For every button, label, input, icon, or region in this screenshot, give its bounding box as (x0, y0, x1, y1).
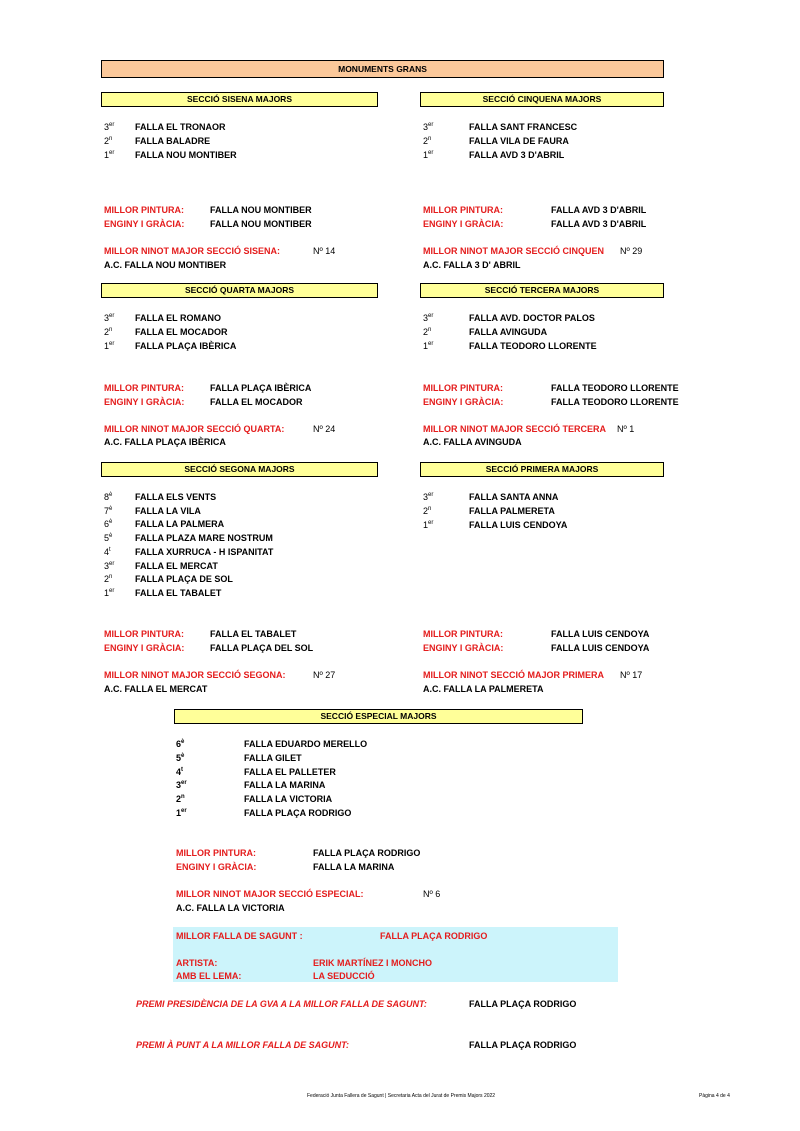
enginy-label: ENGINY I GRÀCIA: (423, 643, 504, 653)
falla-name: FALLA EL TABALET (135, 587, 222, 598)
ninot-ac: A.C. FALLA PLAÇA IBÈRICA (104, 437, 226, 447)
rank-suffix: er (109, 560, 115, 567)
rank-suffix: er (428, 341, 434, 347)
falla-name: FALLA SANTA ANNA (469, 492, 559, 502)
ninot-number: Nº 24 (313, 424, 336, 434)
rank-number: 1 (423, 150, 429, 160)
rank-position (104, 150, 114, 160)
rank-number: 1 (176, 808, 182, 818)
rank-suffix: n (428, 327, 432, 333)
rank-suffix: è (181, 752, 185, 759)
rank-suffix: è (181, 739, 185, 745)
enginy-value: FALLA LA MARINA (313, 862, 395, 872)
pintura-value: FALLA NOU MONTIBER (210, 205, 312, 215)
falla-name: FALLA PLAÇA DE SOL (135, 574, 233, 585)
enginy-value: FALLA PLAÇA DEL SOL (210, 643, 314, 653)
enginy-label: ENGINY I GRÀCIA: (104, 219, 185, 229)
rank-suffix: er (181, 780, 187, 787)
premi-apunt-label: PREMI À PUNT A LA MILLOR FALLA DE SAGUNT: (136, 1040, 349, 1050)
falla-name: FALLA EDUARDO MERELLO (244, 739, 368, 749)
pintura-value: FALLA LUIS CENDOYA (551, 629, 650, 639)
rank-number: 3 (423, 122, 429, 132)
rank-number: 5 (104, 533, 110, 544)
enginy-value: FALLA AVD 3 D'ABRIL (551, 219, 647, 229)
enginy-label: ENGINY I GRÀCIA: (104, 643, 185, 653)
rank-number: 6 (104, 519, 110, 530)
premi-gva-label: PREMI PRESIDÈNCIA DE LA GVA A LA MILLOR FALLA DE SAGUNT: (136, 999, 427, 1009)
rank-number: 1 (423, 520, 429, 530)
enginy-value: FALLA TEODORO LLORENTE (551, 397, 679, 407)
rank-position (104, 122, 114, 132)
pintura-label: MILLOR PINTURA: (176, 848, 256, 858)
rank-suffix: è (109, 505, 113, 512)
rank-suffix: er (109, 587, 115, 594)
falla-name: FALLA EL MERCAT (135, 560, 218, 571)
section-header-cinquena: SECCIÓ CINQUENA MAJORS (420, 92, 664, 107)
rank-position (176, 780, 187, 790)
premi-apunt-value: FALLA PLAÇA RODRIGO (469, 1040, 577, 1050)
rank-suffix: er (428, 150, 434, 156)
page-number: Pàgina 4 de 4 (699, 1093, 730, 1099)
rank-position (176, 767, 183, 777)
section-header-especial: SECCIÓ ESPECIAL MAJORS (174, 709, 583, 724)
ninot-ac: A.C. FALLA LA VICTORIA (176, 903, 285, 913)
rank-number: 3 (176, 780, 182, 791)
enginy-value: FALLA EL MOCADOR (210, 397, 303, 407)
ninot-label: MILLOR NINOT MAJOR SECCIÓ TERCERA (423, 424, 607, 434)
ninot-number: Nº 27 (313, 670, 336, 680)
rank-number: 4 (176, 766, 182, 777)
falla-name: FALLA AVINGUDA (469, 327, 548, 337)
rank-position (176, 808, 187, 818)
ninot-label: MILLOR NINOT MAJOR SECCIÓ SISENA: (104, 246, 281, 256)
falla-name: FALLA EL PALLETER (244, 766, 336, 777)
rank-number: 1 (104, 150, 110, 160)
rank-position (423, 122, 433, 132)
falla-name: FALLA BALADRE (135, 136, 211, 146)
rank-number: 2 (423, 327, 429, 337)
rank-number: 3 (423, 492, 429, 502)
section-header-quarta: SECCIÓ QUARTA MAJORS (101, 283, 378, 298)
rank-number: 4 (104, 546, 110, 557)
rank-position (176, 753, 184, 763)
rank-position (176, 739, 184, 749)
rank-suffix: er (181, 808, 187, 814)
rank-suffix: er (109, 313, 115, 319)
rank-suffix: er (109, 150, 115, 156)
enginy-label: ENGINY I GRÀCIA: (176, 862, 257, 872)
pintura-label: MILLOR PINTURA: (104, 383, 184, 393)
rank-position (104, 561, 114, 571)
rank-position (423, 520, 433, 530)
pintura-label: MILLOR PINTURA: (423, 205, 503, 215)
premi-gva-value: FALLA PLAÇA RODRIGO (469, 999, 577, 1009)
rank-number: 2 (104, 574, 110, 585)
falla-name: FALLA LA PALMERA (135, 519, 225, 530)
rank-suffix: è (109, 519, 113, 526)
falla-name: FALLA EL ROMANO (135, 313, 221, 323)
rank-suffix: er (109, 341, 115, 347)
falla-name: FALLA VILA DE FAURA (469, 136, 569, 146)
pintura-value: FALLA AVD 3 D'ABRIL (551, 205, 647, 215)
rank-suffix: n (428, 136, 432, 142)
rank-position (104, 588, 114, 598)
section-header-sisena: SECCIÓ SISENA MAJORS (101, 92, 378, 107)
lema-value: LA SEDUCCIÓ (313, 971, 375, 981)
pintura-value: FALLA PLAÇA RODRIGO (313, 848, 421, 858)
artista-label: ARTISTA: (176, 958, 218, 968)
rank-number: 3 (423, 313, 429, 323)
rank-number: 1 (104, 587, 110, 598)
falla-name: FALLA LUIS CENDOYA (469, 520, 568, 530)
rank-position (423, 136, 431, 146)
rank-number: 2 (176, 794, 182, 805)
rank-position (104, 341, 114, 351)
falla-name: FALLA NOU MONTIBER (135, 150, 237, 160)
falla-name: FALLA LA VILA (135, 505, 201, 516)
rank-suffix: t (181, 766, 184, 773)
lema-label: AMB EL LEMA: (176, 971, 242, 981)
falla-name: FALLA XURRUCA - H ISPANITAT (135, 546, 274, 557)
ninot-number: Nº 14 (313, 246, 336, 256)
falla-name: FALLA GILET (244, 752, 302, 763)
falla-name: FALLA PLAÇA IBÈRICA (135, 341, 237, 351)
rank-position (423, 327, 431, 337)
falla-name: FALLA ELS VENTS (135, 492, 217, 502)
rank-position (423, 506, 431, 516)
rank-number: 6 (176, 739, 182, 749)
enginy-value: FALLA NOU MONTIBER (210, 219, 312, 229)
ninot-ac: A.C. FALLA LA PALMERETA (423, 684, 544, 694)
falla-name: FALLA PLAÇA RODRIGO (244, 808, 352, 818)
rank-position (104, 547, 111, 557)
falla-name: FALLA AVD. DOCTOR PALOS (469, 313, 595, 323)
pintura-label: MILLOR PINTURA: (104, 205, 184, 215)
enginy-value: FALLA LUIS CENDOYA (551, 643, 650, 653)
rank-position (423, 492, 433, 502)
rank-suffix: n (109, 136, 113, 142)
rank-suffix: n (181, 794, 185, 801)
rank-suffix: er (428, 313, 434, 319)
rank-position (104, 136, 112, 146)
falla-name: FALLA LA VICTORIA (244, 794, 333, 805)
rank-suffix: er (109, 122, 115, 128)
section-header-primera: SECCIÓ PRIMERA MAJORS (420, 462, 664, 477)
ninot-label: MILLOR NINOT MAJOR SECCIÓ QUARTA: (104, 424, 285, 434)
rank-position (104, 574, 112, 584)
ninot-number: Nº 29 (620, 246, 643, 256)
rank-number: 2 (104, 327, 110, 337)
falla-name: FALLA SANT FRANCESC (469, 122, 578, 132)
rank-number: 8 (104, 492, 110, 502)
section-header-tercera: SECCIÓ TERCERA MAJORS (420, 283, 664, 298)
falla-name: FALLA PLAZA MARE NOSTRUM (135, 533, 273, 544)
falla-name: FALLA TEODORO LLORENTE (469, 341, 597, 351)
falla-name: FALLA EL TRONAOR (135, 122, 226, 132)
rank-suffix: n (109, 574, 113, 581)
rank-number: 3 (104, 560, 110, 571)
ninot-ac: A.C. FALLA EL MERCAT (104, 684, 208, 694)
rank-number: 3 (104, 122, 110, 132)
rank-number: 2 (104, 136, 110, 146)
ninot-ac: A.C. FALLA 3 D' ABRIL (423, 260, 521, 270)
artista-value: ERIK MARTÍNEZ I MONCHO (313, 958, 432, 968)
ninot-number: Nº 6 (423, 889, 441, 899)
rank-position (423, 150, 433, 160)
ninot-label: MILLOR NINOT SECCIÓ MAJOR PRIMERA (423, 670, 605, 680)
ninot-number: Nº 17 (620, 670, 643, 680)
rank-suffix: er (428, 492, 434, 498)
millor-falla-label: MILLOR FALLA DE SAGUNT : (176, 931, 303, 941)
pintura-value: FALLA PLAÇA IBÈRICA (210, 383, 312, 393)
rank-number: 1 (423, 341, 429, 351)
falla-name: FALLA PALMERETA (469, 506, 555, 516)
rank-number: 5 (176, 752, 182, 763)
rank-position (423, 341, 433, 351)
pintura-label: MILLOR PINTURA: (423, 629, 503, 639)
rank-position (176, 794, 185, 804)
page-title: MONUMENTS GRANS (101, 60, 664, 78)
ninot-ac: A.C. FALLA NOU MONTIBER (104, 260, 227, 270)
rank-number: 3 (104, 313, 110, 323)
millor-falla-value: FALLA PLAÇA RODRIGO (380, 931, 488, 941)
rank-suffix: è (109, 492, 113, 498)
rank-position (104, 492, 112, 502)
rank-suffix: er (428, 122, 434, 128)
rank-number: 2 (423, 136, 429, 146)
rank-position (104, 327, 112, 337)
ninot-number: Nº 1 (617, 424, 635, 434)
ninot-ac: A.C. FALLA AVINGUDA (423, 437, 522, 447)
rank-number: 1 (104, 341, 110, 351)
rank-position (423, 313, 433, 323)
pintura-label: MILLOR PINTURA: (423, 383, 503, 393)
rank-suffix: n (428, 506, 432, 512)
rank-suffix: n (109, 327, 113, 333)
ninot-label: MILLOR NINOT MAJOR SECCIÓ ESPECIAL: (176, 889, 364, 899)
enginy-label: ENGINY I GRÀCIA: (423, 397, 504, 407)
rank-suffix: er (428, 520, 434, 526)
rank-position (104, 313, 114, 323)
rank-suffix: è (109, 533, 113, 540)
rank-position (104, 519, 112, 529)
pintura-value: FALLA TEODORO LLORENTE (551, 383, 679, 393)
ninot-label: MILLOR NINOT MAJOR SECCIÓ CINQUEN (423, 246, 605, 256)
section-header-segona: SECCIÓ SEGONA MAJORS (101, 462, 378, 477)
enginy-label: ENGINY I GRÀCIA: (423, 219, 504, 229)
falla-name: FALLA LA MARINA (244, 780, 326, 791)
pintura-value: FALLA EL TABALET (210, 629, 297, 639)
falla-name: FALLA EL MOCADOR (135, 327, 228, 337)
rank-position (104, 533, 112, 543)
falla-name: FALLA AVD 3 D'ABRIL (469, 150, 565, 160)
footer-text: Federació Junta Fallera de Sagunt | Secretaria Acta del Jurat de Premis Majors 2022 (307, 1093, 496, 1099)
rank-number: 2 (423, 506, 429, 516)
rank-suffix: t (109, 546, 111, 553)
rank-number: 7 (104, 505, 110, 516)
pintura-label: MILLOR PINTURA: (104, 629, 184, 639)
enginy-label: ENGINY I GRÀCIA: (104, 397, 185, 407)
ninot-label: MILLOR NINOT MAJOR SECCIÓ SEGONA: (104, 670, 286, 680)
rank-position (104, 506, 112, 516)
